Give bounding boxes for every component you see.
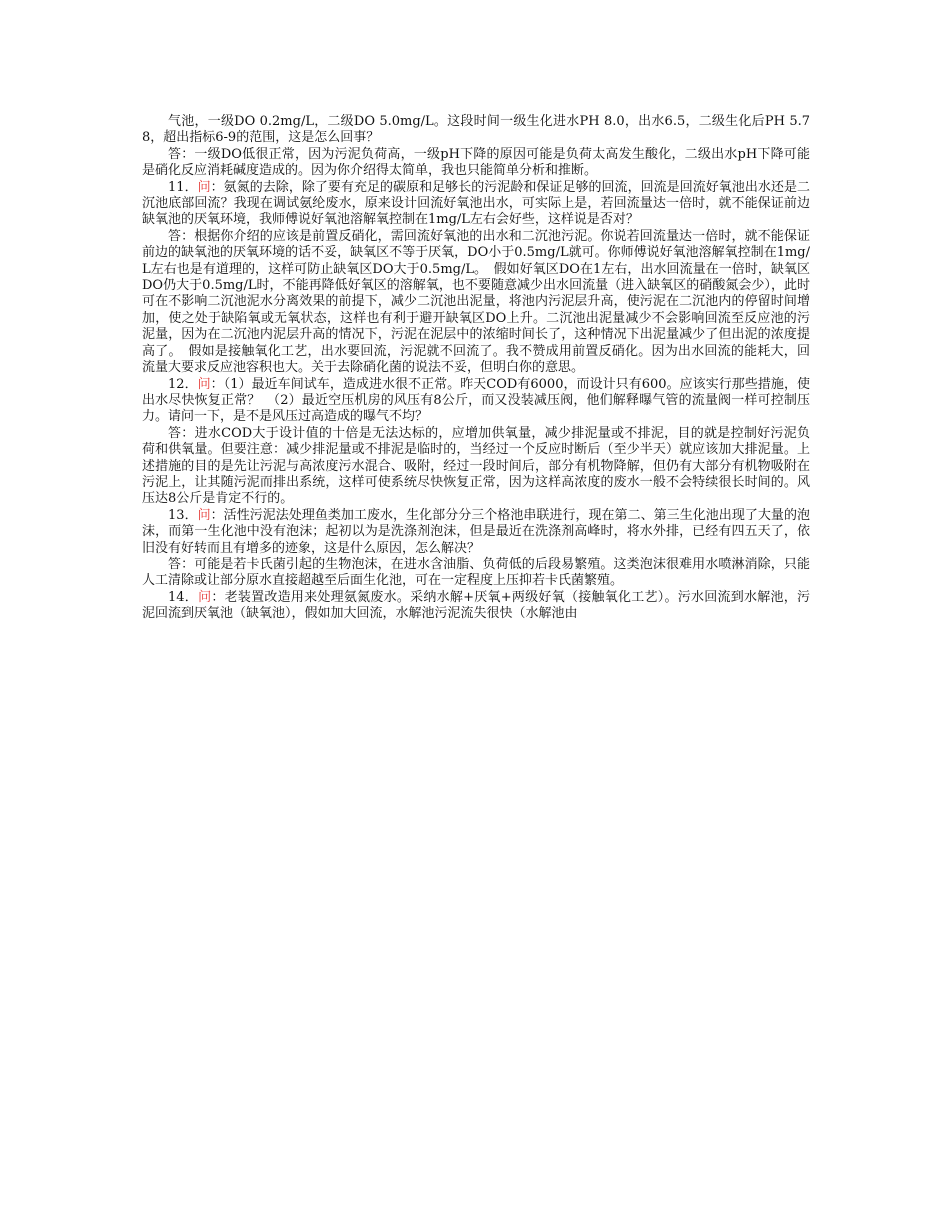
question-label: 问 [197, 507, 211, 523]
answer-paragraph [142, 147, 810, 180]
paragraph-text: ：老装置改造用来处理氨氮废水。采纳水解+厌氧+两级好氧（接触氧化工艺）。污水回流到水解池，污泥回流到厌氧池（缺氧池），假如加大回流，水解池污泥流失很快（水解池由 [142, 589, 810, 622]
document-page [142, 114, 810, 623]
paragraph-text: ：活性污泥法处理鱼类加工废水，生化部分分三个格池串联进行，现在第二、第三生化池出现了大量的泡沫，而第一生化池中没有泡沫；起初以为是洗涤剂泡沫，但是最近在洗涤剂高峰时，将水外排，已经有四五天了，依旧没有好转而且有增多的迹象，这是什么原因，怎么解决？ [142, 507, 810, 556]
question-label: 问 [198, 589, 212, 605]
answer-paragraph [142, 229, 810, 377]
paragraph-text: ：氨氮的去除，除了要有充足的碳原和足够长的污泥龄和保证足够的回流，回流是回流好氧池出水还是二沉池底部回流？我现在调试氨纶废水，原来设计回流好氧池出水，可实际上是，若回流量达一倍时，就不能保证前边缺氧池的厌氧环境，我师傅说好氧池溶解氧控制在1mg/L左右会好些，这样说是否对？ [142, 179, 810, 228]
question-paragraph-14 [142, 590, 810, 623]
question-paragraph-12 [142, 377, 810, 426]
paragraph-text: 答：进水COD大于设计值的十倍是无法达标的，应增加供氧量，减少排泥量或不排泥，目的就是控制好污泥负荷和供氧量。但要注意：减少排泥量或不排泥是临时的，当经过一个反应时断后（至少半天）就应该加大排泥量。上述措施的目的是先让污泥与高浓度污水混合、吸附，经过一段时间后，部分有机物降解，但仍有大部分有机物吸附在污泥上，让其随污泥而排出系统，这样可使系统尽快恢复正常，因为这样高浓度的废水一般不会特续很长时间的。风压达8公斤是肯定不行的。 [142, 425, 810, 507]
question-number: 11． [168, 179, 198, 195]
paragraph-text: 答：可能是若卡氏菌引起的生物泡沫，在进水含油脂、负荷低的后段易繁殖。这类泡沫很难用水喷淋消除，只能人工清除或让部分原水直接超越至后面生化池，可在一定程度上压抑若卡氏菌繁殖。 [142, 556, 810, 589]
paragraph-text: 答：根据你介绍的应该是前置反硝化，需回流好氧池的出水和二沉池污泥。你说若回流量达一倍时，就不能保证前边的缺氧池的厌氧环境的话不妥，缺氧区不等于厌氧，DO小于0.5mg/L就可。你师傅说好氧池溶解氧控制在1mg/L左右也是有道理的，这样可防止缺氧区DO大于0.5mg/L。 假如好氧区DO在1左右，出水回流量在一倍时，缺氧区DO仍大于0.5mg/L时，不能再降低好氧区的溶解氧，也不要随意减少出水回流量（进入缺氧区的硝酸氮会少），此时可在不影响二沉池泥水分离效果的前提下，减少二沉池出泥量，将池内污泥层升高，使污泥在二沉池内的停留时间增加，使之处于缺陷氧或无氧状态，这样也有利于避开缺氧区DO上升。二沉池出泥量减少不会影响回流至反应池的污泥量，因为在二沉池内泥层升高的情况下，污泥在泥层中的浓缩时间长了，这种情况下出泥量减少了但出泥的浓度提高了。 假如是接触氧化工艺，出水要回流，污泥就不回流了。我不赞成用前置反硝化。因为出水回流的能耗大，回流量大要求反应池容积也大。关于去除硝化菌的说法不妥，但明白你的意思。 [142, 228, 810, 376]
question-paragraph-11 [142, 180, 810, 229]
paragraph-text: 答：一级DO低很正常，因为污泥负荷高，一级pH下降的原因可能是负荷太高发生酸化，二级出水pH下降可能是硝化反应消耗碱度造成的。因为你介绍得太简单，我也只能简单分析和推断。 [142, 146, 810, 179]
paragraph-continuation [142, 114, 810, 147]
question-paragraph-13 [142, 508, 810, 557]
question-number: 14． [168, 589, 199, 605]
answer-paragraph [142, 557, 810, 590]
answer-paragraph [142, 426, 810, 508]
question-label: 问 [197, 376, 211, 392]
paragraph-text: 气池，一级DO 0.2mg/L，二级DO 5.0mg/L。这段时间一级生化进水PH 8.0，出水6.5，二级生化后PH 5.78，超出指标6-9的范围，这是怎么回事？ [142, 114, 810, 146]
paragraph-text: ：（1）最近车间试车，造成进水很不正常。昨天COD有6000，而设计只有600。应该实行那些措施，使出水尽快恢复正常？ （2）最近空压机房的风压有8公斤，而又没装减压阀，他们解释曝气管的流量阀一样可控制压力。请问一下，是不是风压过高造成的曝气不均？ [142, 376, 810, 425]
question-number: 13． [168, 507, 198, 523]
question-number: 12． [168, 376, 198, 392]
question-label: 问 [197, 179, 211, 195]
